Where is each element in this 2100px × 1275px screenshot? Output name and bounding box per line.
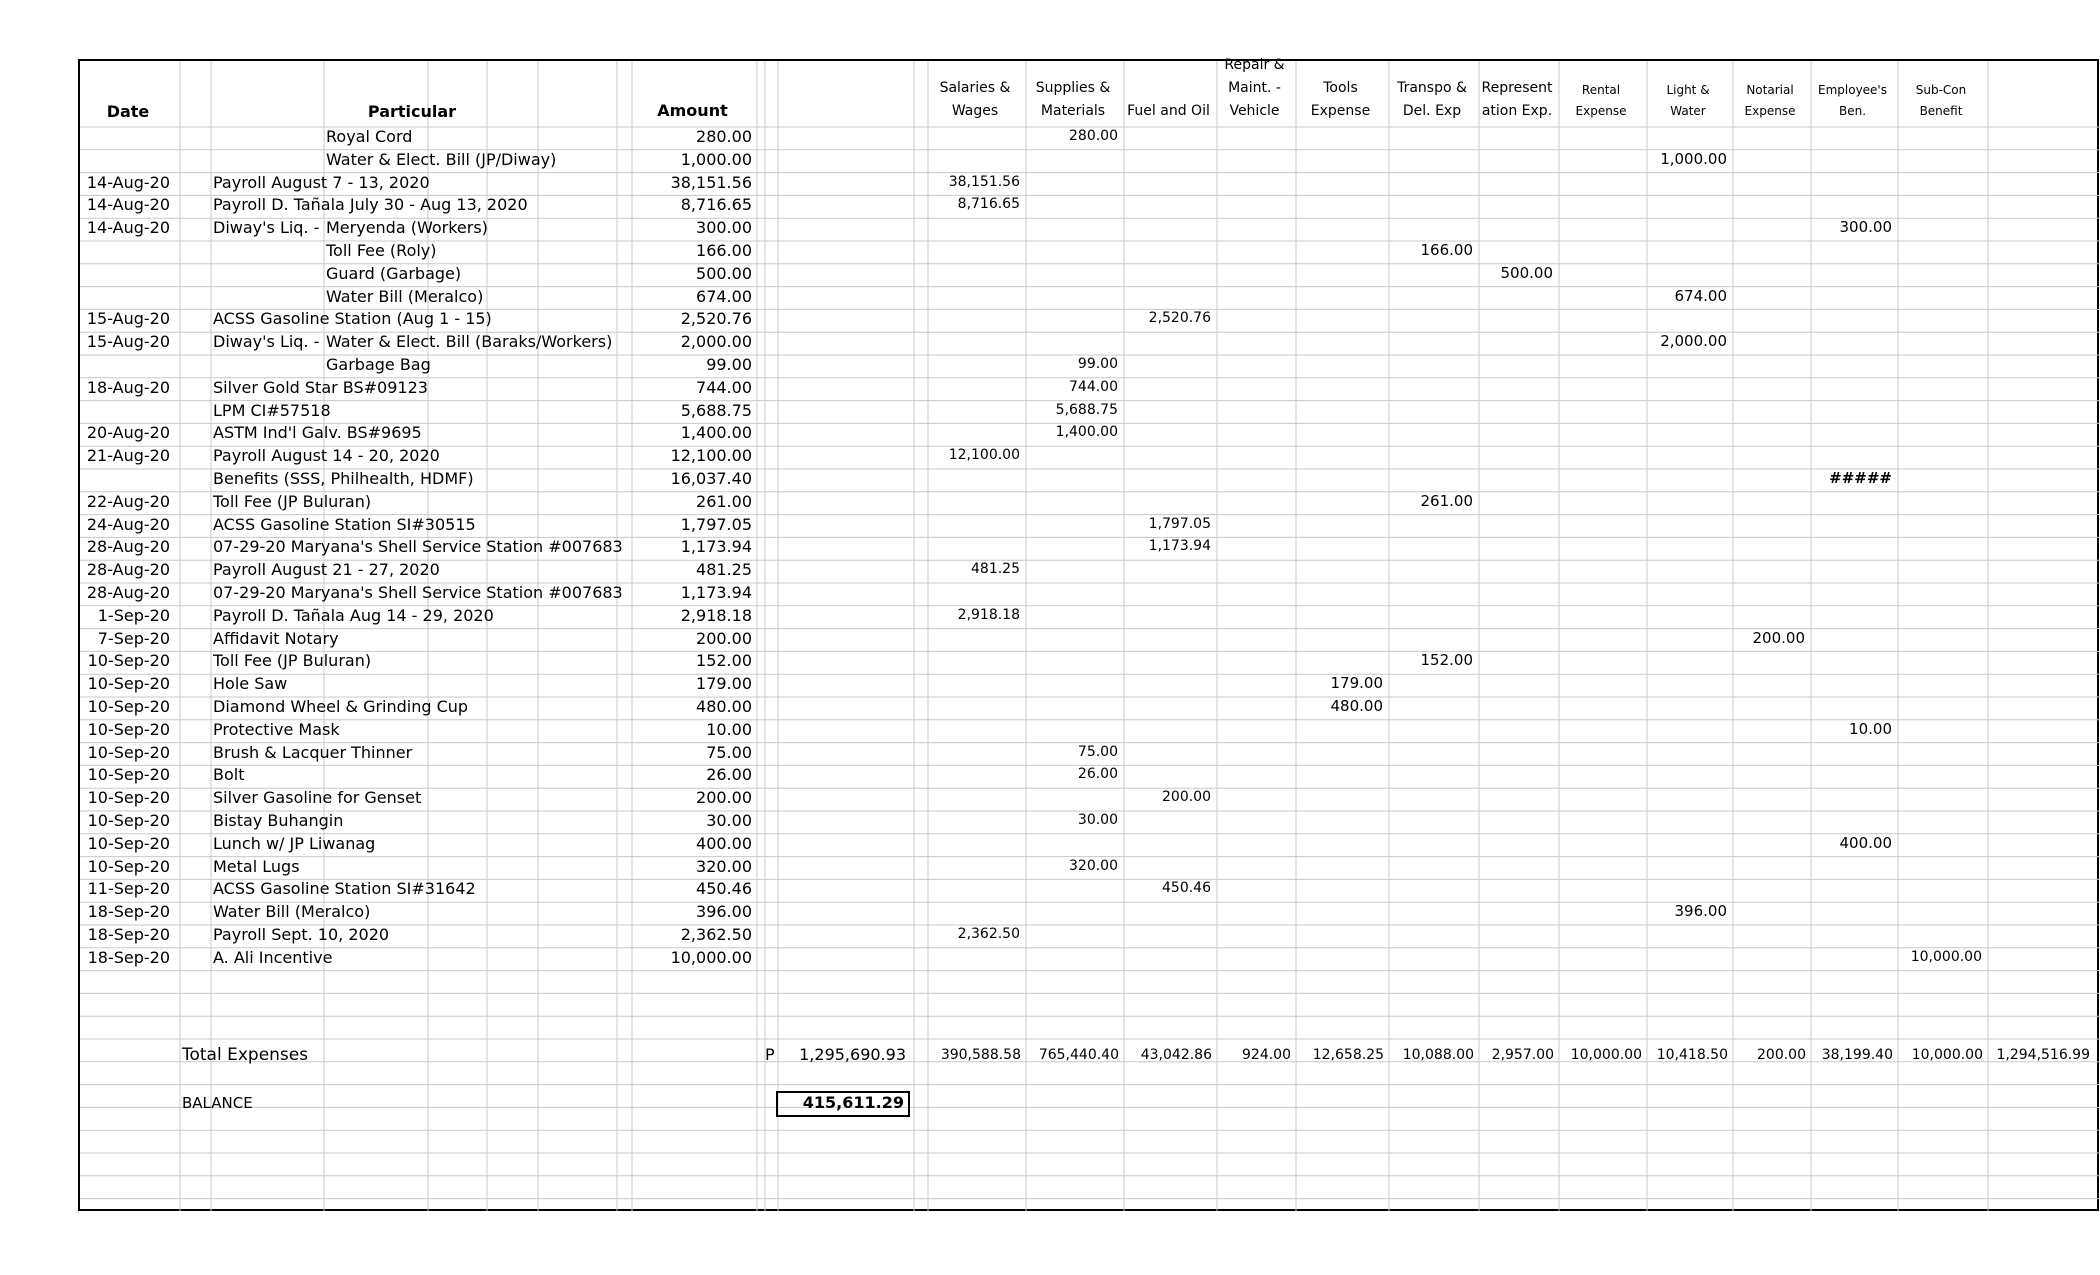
row-supplies-value: 280.00: [1069, 128, 1118, 144]
row-employee-value: 400.00: [1839, 833, 1892, 852]
row-date: 28-Aug-20: [86, 560, 170, 580]
row-light-value: 674.00: [1674, 286, 1727, 305]
row-date: 14-Aug-20: [86, 172, 170, 192]
row-particular: LPM CI#57518: [213, 400, 331, 420]
totals-salaries: 390,588.58: [940, 1047, 1021, 1063]
row-transpo-value: 152.00: [1420, 651, 1473, 670]
row-date: 18-Sep-20: [87, 925, 170, 944]
row-amount: 450.46: [696, 879, 752, 899]
row-salaries-value: 2,918.18: [957, 606, 1020, 623]
header-transpo-line2: Del. Exp: [1402, 103, 1462, 119]
row-date: 18-Sep-20: [87, 902, 170, 922]
row-date: 10-Sep-20: [87, 719, 170, 739]
row-amount: 2,362.50: [680, 925, 752, 944]
row-particular: 07-29-20 Maryana's Shell Service Station #007683: [213, 583, 623, 602]
row-transpo-value: 261.00: [1420, 491, 1473, 510]
totals-repair: 924.00: [1242, 1047, 1291, 1063]
row-particular: Payroll August 14 - 20, 2020: [213, 446, 440, 466]
row-amount: 2,520.76: [680, 309, 752, 329]
row-amount: 320.00: [696, 856, 752, 876]
row-fuel-value: 2,520.76: [1148, 310, 1211, 327]
header-repair-line1: Maint. -: [1228, 80, 1281, 96]
row-particular: Hole Saw: [213, 674, 288, 694]
row-date: 10-Sep-20: [87, 765, 170, 785]
row-date: 14-Aug-20: [86, 218, 170, 238]
row-particular: Affidavit Notary: [213, 628, 339, 648]
row-date: 10-Sep-20: [87, 833, 170, 853]
row-transpo-value: 166.00: [1420, 241, 1473, 259]
header-fuel-line2: Fuel and Oil: [1127, 103, 1210, 119]
totals-light: 10,418.50: [1656, 1047, 1728, 1063]
totals-grand: 1,295,690.93: [799, 1045, 906, 1064]
row-supplies-value: 320.00: [1069, 857, 1118, 874]
row-amount: 400.00: [696, 833, 752, 853]
row-supplies-value: 1,400.00: [1055, 424, 1118, 441]
row-sub-particular: Water & Elect. Bill (JP/Diway): [326, 149, 557, 169]
row-sub-particular: Toll Fee (Roly): [326, 241, 437, 260]
row-date: 10-Sep-20: [87, 811, 170, 830]
row-date: 10-Sep-20: [87, 651, 170, 671]
row-amount: 200.00: [696, 788, 752, 808]
balance-value: 415,611.29: [802, 1093, 904, 1112]
row-sub-particular: Meryenda (Workers): [326, 218, 488, 238]
row-particular: Toll Fee (JP Buluran): [213, 651, 372, 671]
row-date: 18-Aug-20: [86, 377, 170, 397]
row-particular: Diway's Liq. -: [213, 218, 320, 238]
row-date: 24-Aug-20: [86, 514, 170, 534]
header-salaries-line2: Wages: [951, 103, 999, 119]
row-particular: ACSS Gasoline Station SI#31642: [213, 879, 476, 899]
row-particular: Bistay Buhangin: [213, 811, 344, 830]
row-salaries-value: 8,716.65: [957, 196, 1020, 213]
row-particular: Protective Mask: [213, 719, 340, 739]
row-amount: 2,918.18: [680, 605, 752, 625]
header-salaries-line1: Salaries &: [939, 80, 1011, 96]
row-amount: 99.00: [706, 355, 752, 374]
header-notarial-line2: Expense: [1744, 104, 1796, 118]
row-amount: 300.00: [696, 218, 752, 238]
totals-fuel: 43,042.86: [1140, 1047, 1212, 1063]
row-amount: 1,400.00: [680, 423, 752, 443]
row-date: 20-Aug-20: [86, 423, 170, 443]
header-tools-line1: Tools: [1323, 80, 1358, 96]
row-light-value: 2,000.00: [1660, 332, 1727, 351]
row-particular: Silver Gold Star BS#09123: [213, 377, 428, 397]
row-amount: 674.00: [696, 286, 752, 306]
row-particular: Silver Gasoline for Genset: [213, 788, 422, 808]
header-represent-line1: Represent: [1481, 80, 1553, 96]
header-rental-line1: Rental: [1581, 83, 1621, 97]
header-amount: Amount: [657, 101, 728, 120]
row-date: 10-Sep-20: [87, 856, 170, 876]
row-salaries-value: 12,100.00: [948, 447, 1020, 464]
row-amount: 261.00: [696, 491, 752, 511]
header-date: Date: [106, 102, 150, 121]
row-amount: 1,173.94: [680, 537, 752, 557]
header-tools-line2: Expense: [1310, 103, 1371, 119]
row-tools-value: 480.00: [1330, 697, 1383, 715]
row-date: 22-Aug-20: [86, 491, 170, 511]
row-represent-value: 500.00: [1500, 263, 1553, 282]
row-particular: Diway's Liq. -: [213, 332, 320, 352]
row-salaries-value: 2,362.50: [957, 926, 1020, 942]
row-date: 10-Sep-20: [87, 674, 170, 694]
balance-label: BALANCE: [182, 1094, 253, 1112]
row-particular: Payroll August 21 - 27, 2020: [213, 560, 440, 580]
header-transpo-line1: Transpo &: [1397, 80, 1467, 96]
header-light-line1: Light &: [1666, 83, 1710, 97]
row-date: 10-Sep-20: [87, 788, 170, 808]
row-particular: Brush & Lacquer Thinner: [213, 742, 413, 762]
row-amount: 152.00: [696, 651, 752, 671]
totals-supplies: 765,440.40: [1038, 1047, 1119, 1063]
row-date: 18-Sep-20: [87, 947, 170, 967]
header-supplies-line2: Materials: [1040, 103, 1106, 119]
header-repair-line0: Repair &: [1224, 57, 1285, 73]
row-amount: 179.00: [696, 674, 752, 694]
row-date: 10-Sep-20: [87, 697, 170, 716]
totals-overall: 1,294,516.99: [1996, 1047, 2090, 1063]
row-particular: ASTM Ind'l Galv. BS#9695: [213, 423, 422, 443]
header-repair-line2: Vehicle: [1229, 103, 1280, 119]
totals-peso-sign: P: [765, 1045, 775, 1064]
row-fuel-value: 450.46: [1162, 880, 1211, 897]
row-salaries-value: 481.25: [971, 561, 1020, 578]
row-fuel-value: 1,797.05: [1148, 515, 1211, 532]
row-amount: 481.25: [696, 560, 752, 580]
row-supplies-value: 75.00: [1077, 743, 1118, 760]
row-particular: Benefits (SSS, Philhealth, HDMF): [213, 469, 474, 488]
row-amount: 200.00: [696, 628, 752, 648]
header-represent-line2: ation Exp.: [1481, 103, 1553, 119]
row-employee-value: 10.00: [1849, 719, 1892, 738]
row-employee-value: #####: [1829, 469, 1892, 487]
row-sub-particular: Water Bill (Meralco): [326, 286, 484, 306]
row-supplies-value: 744.00: [1069, 378, 1118, 395]
row-date: 11-Sep-20: [87, 879, 170, 899]
row-fuel-value: 1,173.94: [1148, 538, 1211, 555]
balance-box: [776, 1091, 910, 1117]
row-sub-particular: Water & Elect. Bill (Baraks/Workers): [326, 332, 613, 352]
row-date: 28-Aug-20: [86, 583, 170, 602]
row-date: 14-Aug-20: [86, 195, 170, 215]
header-subcon-line2: Benefit: [1919, 104, 1963, 118]
row-supplies-value: 5,688.75: [1055, 401, 1118, 418]
row-sub-particular: Royal Cord: [326, 127, 413, 146]
row-amount: 1,173.94: [680, 583, 752, 602]
row-salaries-value: 38,151.56: [948, 173, 1020, 190]
row-amount: 500.00: [696, 263, 752, 283]
row-particular: Payroll August 7 - 13, 2020: [213, 172, 430, 192]
header-particular: Particular: [367, 102, 457, 121]
row-particular: Toll Fee (JP Buluran): [213, 491, 372, 511]
row-fuel-value: 200.00: [1162, 789, 1211, 806]
totals-subcon: 10,000.00: [1911, 1047, 1983, 1063]
totals-rental: 10,000.00: [1570, 1047, 1642, 1063]
row-amount: 1,797.05: [680, 514, 752, 534]
row-particular: A. Ali Incentive: [213, 947, 333, 967]
row-amount: 280.00: [696, 127, 752, 146]
row-amount: 396.00: [696, 902, 752, 922]
row-particular: Payroll D. Tañala July 30 - Aug 13, 2020: [213, 195, 528, 215]
row-particular: ACSS Gasoline Station (Aug 1 - 15): [213, 309, 492, 329]
header-rental-line2: Expense: [1575, 104, 1627, 118]
totals-transpo: 10,088.00: [1402, 1047, 1474, 1063]
row-particular: ACSS Gasoline Station SI#30515: [213, 514, 476, 534]
row-particular: Lunch w/ JP Liwanag: [213, 833, 376, 853]
header-employee-line2: Ben.: [1838, 104, 1867, 118]
row-employee-value: 300.00: [1839, 218, 1892, 237]
row-amount: 480.00: [696, 697, 752, 716]
row-sub-particular: Garbage Bag: [326, 355, 431, 374]
header-employee-line1: Employee's: [1818, 83, 1887, 97]
header-light-line2: Water: [1670, 104, 1706, 118]
row-date: 28-Aug-20: [86, 537, 170, 557]
row-date: 1-Sep-20: [97, 605, 170, 625]
row-date: 7-Sep-20: [97, 628, 170, 648]
row-amount: 16,037.40: [670, 469, 752, 488]
row-amount: 30.00: [706, 811, 752, 830]
row-light-value: 1,000.00: [1660, 149, 1727, 168]
totals-label: Total Expenses: [182, 1045, 309, 1065]
row-particular: Diamond Wheel & Grinding Cup: [213, 697, 469, 716]
row-amount: 10.00: [706, 719, 752, 739]
row-date: 10-Sep-20: [87, 742, 170, 762]
header-supplies-line1: Supplies &: [1035, 80, 1111, 96]
row-amount: 26.00: [706, 765, 752, 785]
row-notarial-value: 200.00: [1752, 628, 1805, 647]
row-amount: 8,716.65: [680, 195, 752, 215]
row-date: 21-Aug-20: [86, 446, 170, 466]
row-amount: 166.00: [696, 241, 752, 260]
row-date: 15-Aug-20: [86, 309, 170, 329]
totals-tools: 12,658.25: [1312, 1047, 1384, 1063]
row-particular: Payroll D. Tañala Aug 14 - 29, 2020: [213, 605, 494, 625]
row-amount: 10,000.00: [670, 947, 752, 967]
row-particular: Water Bill (Meralco): [213, 902, 371, 922]
totals-employee: 38,199.40: [1821, 1047, 1893, 1063]
row-amount: 744.00: [696, 377, 752, 397]
row-light-value: 396.00: [1674, 902, 1727, 921]
row-supplies-value: 26.00: [1077, 766, 1118, 783]
header-notarial-line1: Notarial: [1746, 83, 1794, 97]
totals-notarial: 200.00: [1757, 1047, 1806, 1063]
row-particular: Bolt: [213, 765, 245, 785]
totals-represent: 2,957.00: [1491, 1047, 1554, 1063]
row-tools-value: 179.00: [1330, 674, 1383, 693]
row-subcon-value: 10,000.00: [1910, 948, 1982, 965]
row-particular: 07-29-20 Maryana's Shell Service Station #007683: [213, 537, 623, 557]
row-particular: Payroll Sept. 10, 2020: [213, 925, 390, 944]
row-amount: 5,688.75: [680, 400, 752, 420]
header-subcon-line1: Sub-Con: [1915, 83, 1967, 97]
row-supplies-value: 30.00: [1077, 812, 1118, 828]
row-date: 15-Aug-20: [86, 332, 170, 352]
row-amount: 38,151.56: [670, 172, 752, 192]
row-particular: Metal Lugs: [213, 856, 300, 876]
row-amount: 1,000.00: [680, 149, 752, 169]
row-sub-particular: Guard (Garbage): [326, 263, 462, 283]
row-amount: 12,100.00: [670, 446, 752, 466]
row-amount: 2,000.00: [680, 332, 752, 352]
row-supplies-value: 99.00: [1077, 356, 1118, 372]
row-amount: 75.00: [706, 742, 752, 762]
